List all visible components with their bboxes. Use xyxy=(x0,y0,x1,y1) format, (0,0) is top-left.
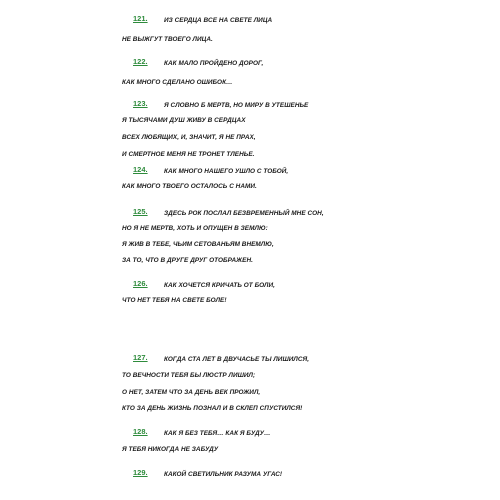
entry-line: КАК Я БЕЗ ТЕБЯ… КАК Я БУДУ… xyxy=(164,430,271,437)
entry-line: КАК МНОГО СДЕЛАНО ОШИБОК… xyxy=(122,79,233,86)
entry-line: КТО ЗА ДЕНЬ ЖИЗНЬ ПОЗНАЛ И В СКЛЕП СПУСТИЛСЯ! xyxy=(122,405,303,412)
entry-line: НО Я НЕ МЕРТВ, ХОТЬ И ОПУЩЕН В ЗЕМЛЮ: xyxy=(122,225,268,232)
entry-number: 129. xyxy=(133,468,148,477)
entry-line: КОГДА СТА ЛЕТ В ДВУЧАСЬЕ ТЫ ЛИШИЛСЯ, xyxy=(164,356,310,363)
entry-line: О НЕТ, ЗАТЕМ ЧТО ЗА ДЕНЬ ВЕК ПРОЖИЛ, xyxy=(122,389,261,396)
entry-line: Я ЖИВ В ТЕБЕ, ЧЬИМ СЕТОВАНЬЯМ ВНЕМЛЮ, xyxy=(122,241,274,248)
entry-number: 128. xyxy=(133,427,148,436)
entry-line: И СМЕРТНОЕ МЕНЯ НЕ ТРОНЕТ ТЛЕНЬЕ. xyxy=(122,151,255,158)
entry-number: 126. xyxy=(133,279,148,288)
entry-number: 127. xyxy=(133,353,148,362)
entry-line: ТО ВЕЧНОСТИ ТЕБЯ БЫ ЛЮСТР ЛИШИЛ; xyxy=(122,372,256,379)
entry-number: 121. xyxy=(133,14,148,23)
entry-number: 122. xyxy=(133,57,148,66)
entry-line: КАК МНОГО НАШЕГО УШЛО С ТОБОЙ, xyxy=(164,168,289,175)
entry-line: НЕ ВЫЖГУТ ТВОЕГО ЛИЦА. xyxy=(122,36,213,43)
entry-line: КАК ХОЧЕТСЯ КРИЧАТЬ ОТ БОЛИ, xyxy=(164,282,275,289)
entry-line: ЗДЕСЬ РОК ПОСЛАЛ БЕЗВРЕМЕННЫЙ МНЕ СОН, xyxy=(164,210,324,217)
entry-line: Я СЛОВНО Б МЕРТВ, НО МИРУ В УТЕШЕНЬЕ xyxy=(164,102,309,109)
entry-number: 124. xyxy=(133,165,148,174)
entry-line: ЗА ТО, ЧТО В ДРУГЕ ДРУГ ОТОБРАЖЕН. xyxy=(122,257,253,264)
entry-line: КАКОЙ СВЕТИЛЬНИК РАЗУМА УГАС! xyxy=(164,471,283,478)
entry-line: Я ТЫСЯЧАМИ ДУШ ЖИВУ В СЕРДЦАХ xyxy=(122,117,246,124)
entry-line: КАК МАЛО ПРОЙДЕНО ДОРОГ, xyxy=(164,60,264,67)
entry-line: Я ТЕБЯ НИКОГДА НЕ ЗАБУДУ xyxy=(122,446,219,453)
entry-line: КАК МНОГО ТВОЕГО ОСТАЛОСЬ С НАМИ. xyxy=(122,183,257,190)
entry-line: ИЗ СЕРДЦА ВСЕ НА СВЕТЕ ЛИЦА xyxy=(164,17,273,24)
entry-number: 125. xyxy=(133,207,148,216)
entry-number: 123. xyxy=(133,99,148,108)
entry-line: ВСЕХ ЛЮБЯЩИХ, И, ЗНАЧИТ, Я НЕ ПРАХ, xyxy=(122,134,256,141)
entry-line: ЧТО НЕТ ТЕБЯ НА СВЕТЕ БОЛЕ! xyxy=(122,297,227,304)
